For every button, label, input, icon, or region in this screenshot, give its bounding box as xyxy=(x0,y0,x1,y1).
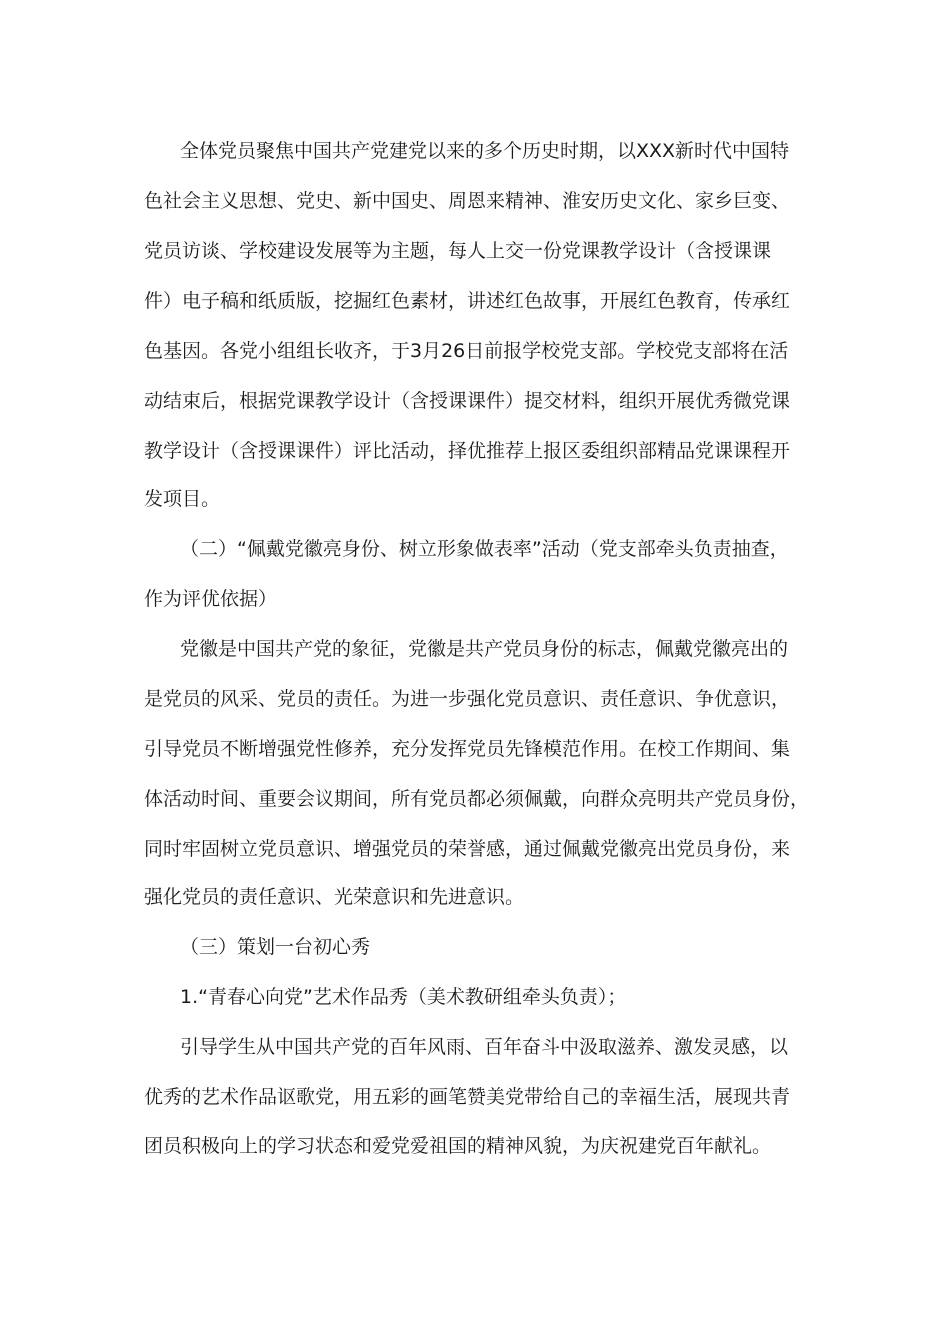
paragraph-line: 色社会主义思想、党史、新中国史、周恩来精神、淮安历史文化、家乡巨变、 xyxy=(144,190,791,212)
paragraph-line: 色基因。各党小组组长收齐，于3月26日前报学校党支部。学校党支部将在活 xyxy=(144,340,789,362)
paragraph-line: 党员访谈、学校建设发展等为主题，每人上交一份党课教学设计（含授课课 xyxy=(144,240,772,262)
paragraph-line: 优秀的艺术作品讴歌党，用五彩的画笔赞美党带给自己的幸福生活，展现共青 xyxy=(144,1086,791,1108)
paragraph-line: 强化党员的责任意识、光荣意识和先进意识。 xyxy=(144,886,525,908)
section-heading: （三）策划一台初心秀 xyxy=(180,936,371,958)
subsection-heading: 1.“青春心向党”艺术作品秀（美术教研组牵头负责）； xyxy=(180,986,627,1008)
section-heading: （二）“佩戴党徽亮身份、树立形象做表率”活动（党支部牵头负责抽查， xyxy=(180,538,789,560)
paragraph-line: 同时牢固树立党员意识、增强党员的荣誉感，通过佩戴党徽亮出党员身份，来 xyxy=(144,838,791,860)
section-heading: 作为评优依据） xyxy=(144,588,278,610)
paragraph-line: 发项目。 xyxy=(144,488,221,510)
paragraph-line: 引导党员不断增强党性修养，充分发挥党员先锋模范作用。在校工作期间、集 xyxy=(144,738,791,760)
paragraph-line: 引导学生从中国共产党的百年风雨、百年奋斗中汲取滋养、激发灵感，以 xyxy=(180,1036,789,1058)
paragraph-line: 件）电子稿和纸质版，挖掘红色素材，讲述红色故事，开展红色教育，传承红 xyxy=(144,290,791,312)
paragraph-line: 动结束后，根据党课教学设计（含授课课件）提交材料，组织开展优秀微党课 xyxy=(144,390,791,412)
paragraph-line: 全体党员聚焦中国共产党建党以来的多个历史时期，以XXX新时代中国特 xyxy=(180,140,790,162)
paragraph-line: 党徽是中国共产党的象征，党徽是共产党员身份的标志，佩戴党徽亮出的 xyxy=(180,638,789,660)
paragraph-line: 团员积极向上的学习状态和爱党爱祖国的精神风貌，为庆祝建党百年献礼。 xyxy=(144,1135,772,1157)
paragraph-line: 体活动时间、重要会议期间，所有党员都必须佩戴，向群众亮明共产党员身份， xyxy=(144,788,810,810)
paragraph-line: 教学设计（含授课课件）评比活动，择优推荐上报区委组织部精品党课课程开 xyxy=(144,440,791,462)
paragraph-line: 是党员的风采、党员的责任。为进一步强化党员意识、责任意识、争优意识， xyxy=(144,688,791,710)
